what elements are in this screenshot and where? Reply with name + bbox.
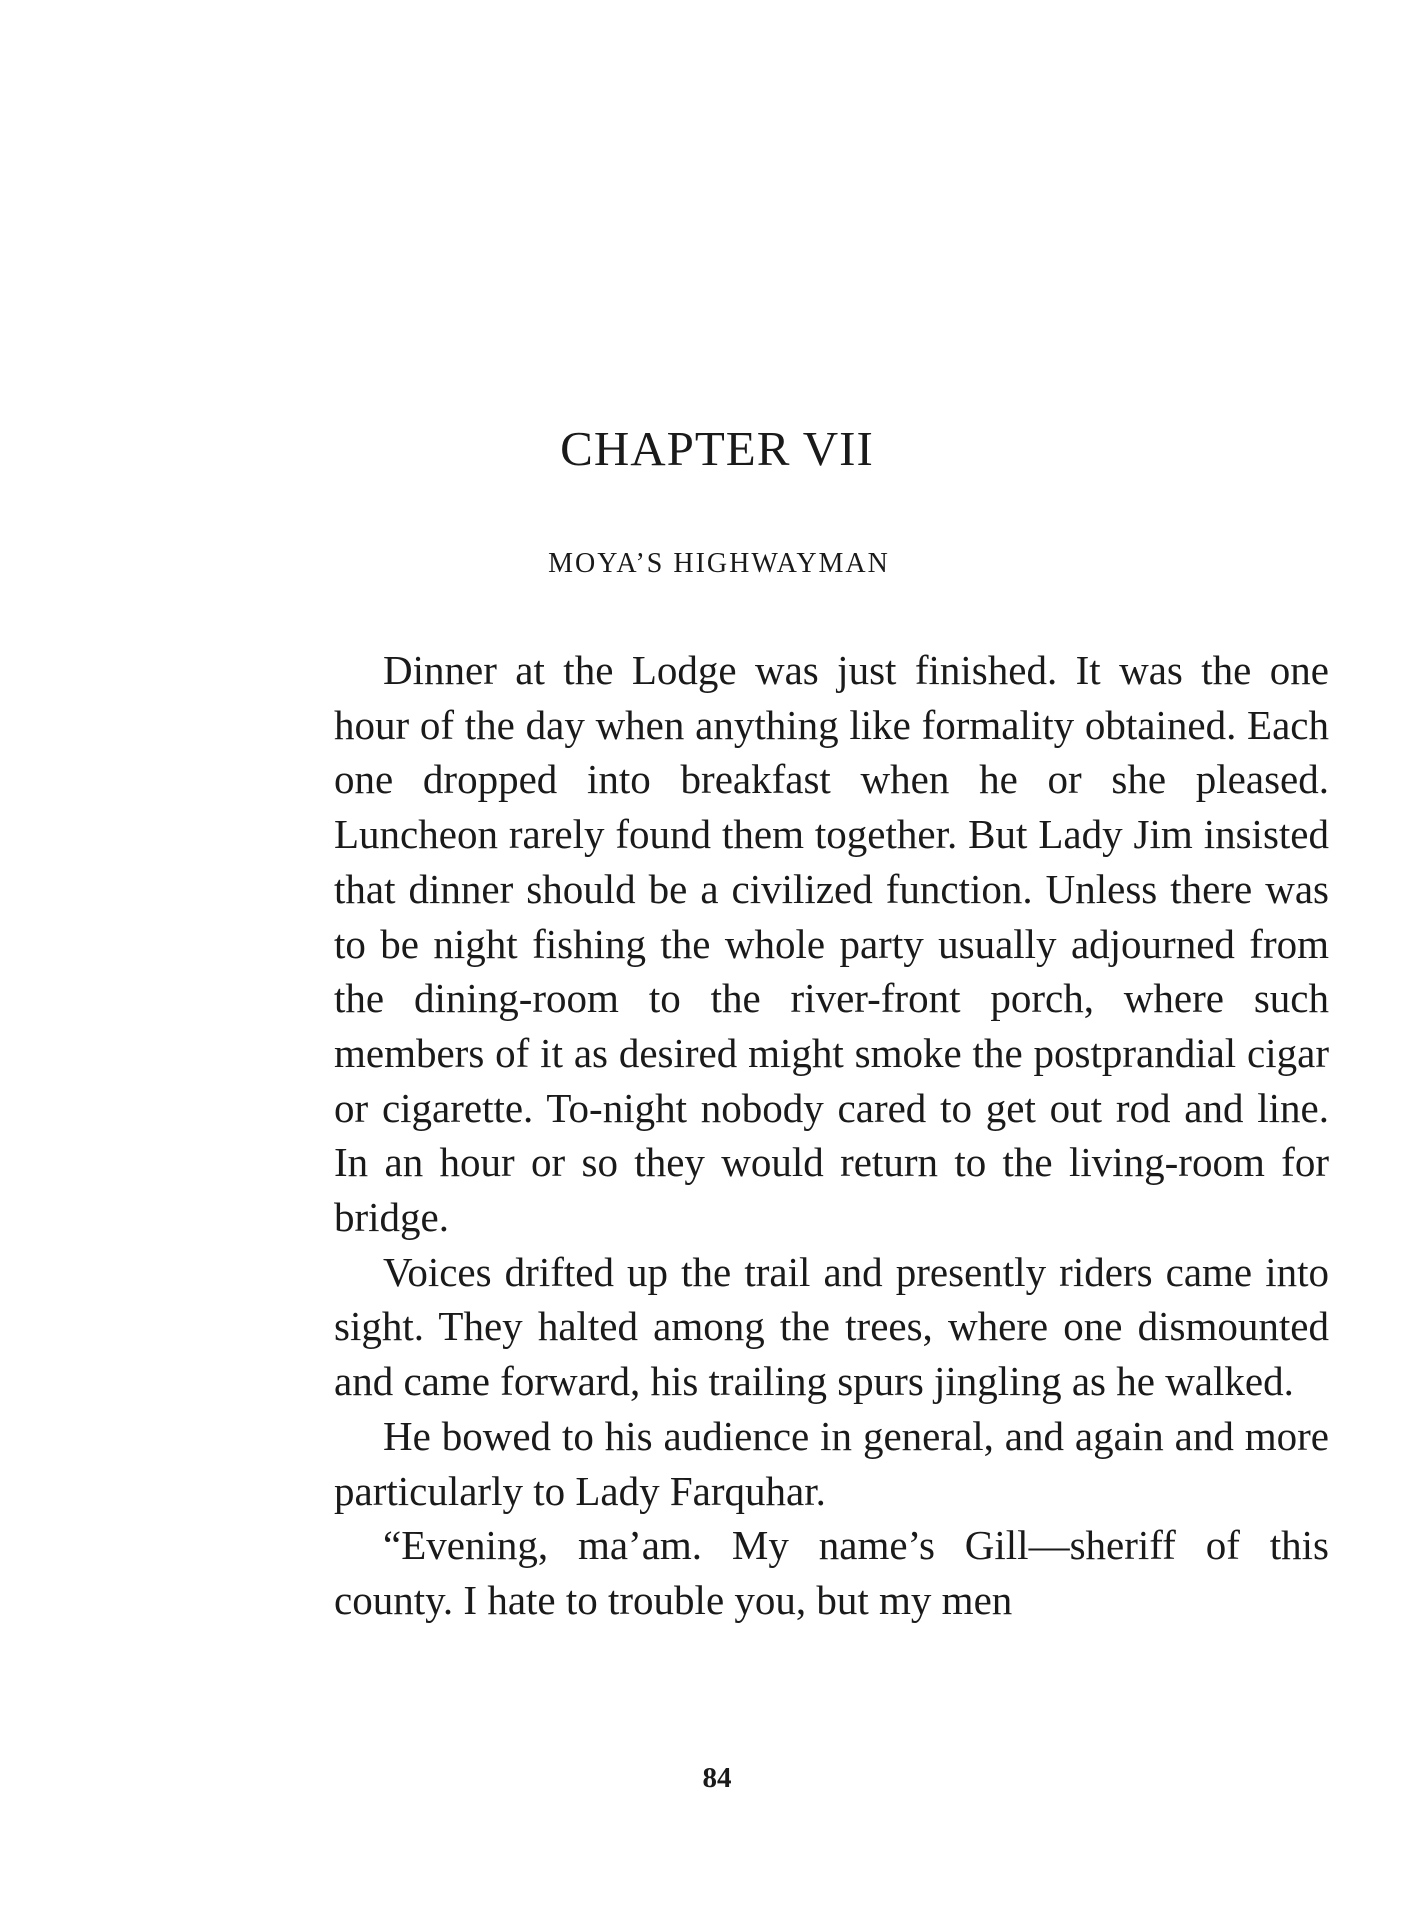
- paragraph-1: Dinner at the Lodge was just finished. It was the one hour of the day when anything like formality obtained. Each one dropped into breakfast when he or she pleased. Luncheon rarely found them together. But Lady Jim insisted that dinner should be a civilized function. Unless there was to be night fishing the whole party usually adjourned from the dining-room to the river-front porch, where such members of it as desired might smoke the postprandial cigar or cigarette. To-night nobody cared to get out rod and line. In an hour or so they would return to the living-room for bridge.: [334, 647, 1329, 1241]
- chapter-title: CHAPTER VII: [560, 421, 874, 476]
- page-number: 84: [702, 1762, 732, 1794]
- paragraph-3: He bowed to his audience in general, and again and more particularly to Lady Farquhar.: [334, 1412, 1329, 1514]
- paragraph-4: “Evening, ma’am. My name’s Gill—sheriff of this county. I hate to trouble you, but my men: [334, 1522, 1329, 1623]
- chapter-subtitle: MOYA’S HIGHWAYMAN: [548, 548, 890, 579]
- body-text: [334, 643, 1329, 1628]
- paragraph-2: Voices drifted up the trail and presently riders came into sight. They halted among the trees, where one dismounted and came forward, his trailing spurs jingling as he walked.: [334, 1248, 1329, 1405]
